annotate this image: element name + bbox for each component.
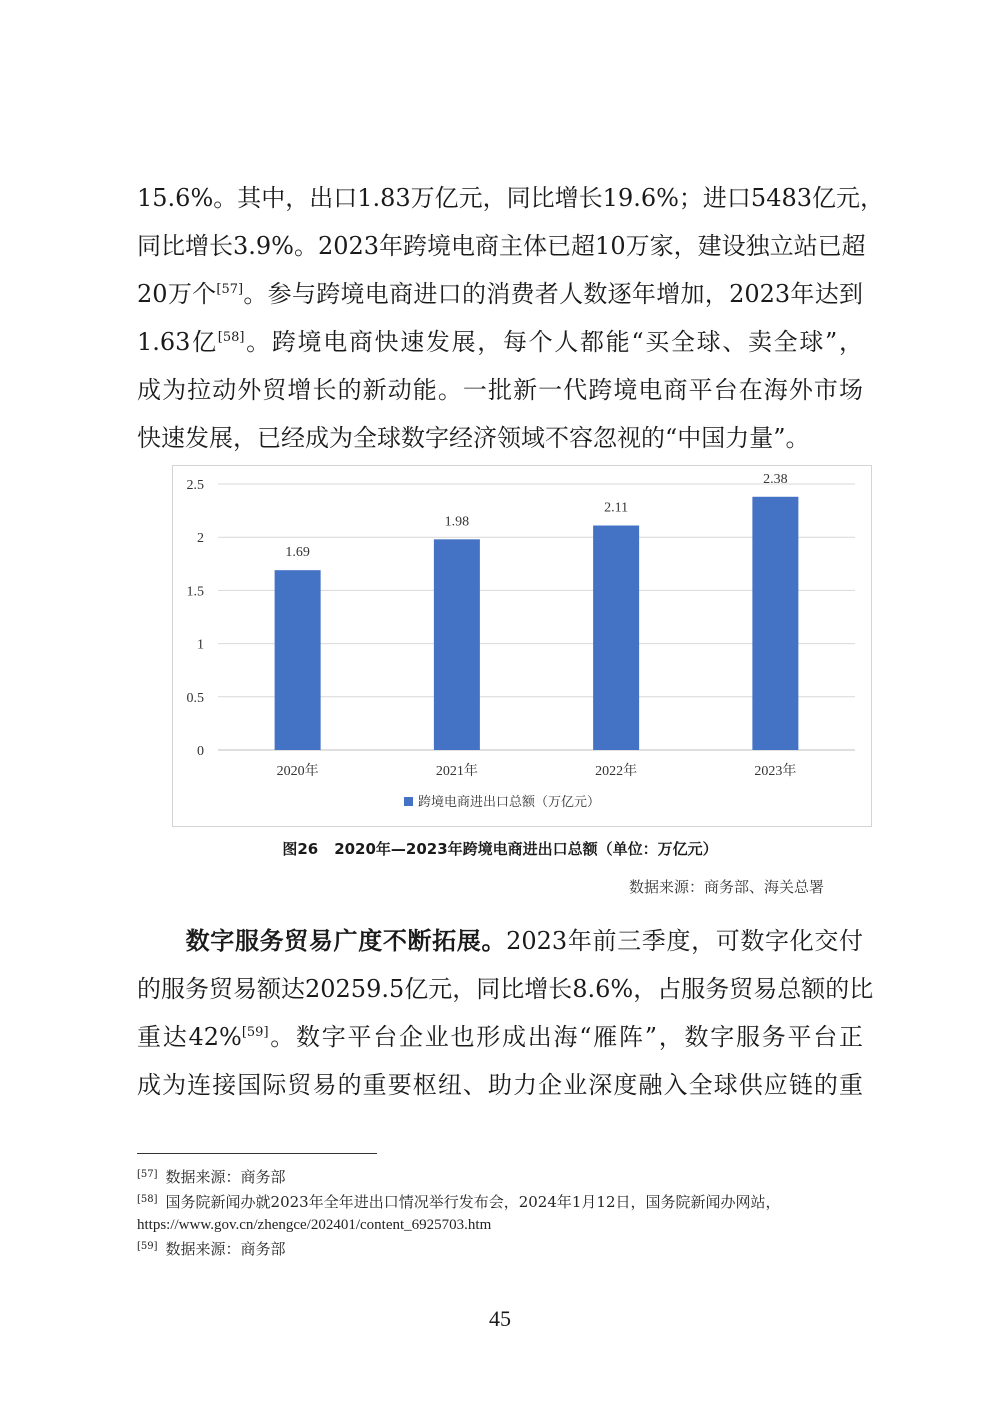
figure-title: 2020年—2023年跨境电商进出口总额（单位：万亿元） — [334, 840, 718, 858]
paragraph-line: 成为连接国际贸易的重要枢纽、助力企业深度融入全球供应链的重 — [137, 1071, 863, 1099]
paragraph-line — [137, 917, 863, 965]
paragraph-line — [137, 270, 863, 318]
paragraph-line: 15.6%。其中，出口1.83万亿元，同比增长19.6%；进口5483亿元， — [137, 184, 884, 212]
footnote-number: [59] — [137, 1241, 158, 1252]
figure-number: 图26 — [282, 840, 319, 858]
data-label: 1.69 — [285, 545, 310, 561]
footnote-text: 数据来源：商务部 — [165, 1240, 286, 1258]
y-tick-label: 1 — [197, 637, 204, 653]
footnote-text: 数据来源：商务部 — [165, 1168, 286, 1186]
footnote-ref-59[interactable]: [59] — [241, 1025, 269, 1040]
text-fragment: 2023年前三季度，可数字化交付 — [506, 927, 864, 955]
x-tick-label: 2020年 — [276, 764, 319, 779]
bold-lead: 数字服务贸易广度不断拓展。 — [185, 927, 507, 955]
text-fragment: 1.63亿 — [137, 328, 218, 356]
footnote-58 — [137, 1191, 781, 1213]
footnote-57 — [137, 1166, 286, 1188]
paragraph-line — [137, 1013, 863, 1061]
y-tick-label: 2 — [197, 531, 204, 547]
bar — [752, 497, 798, 750]
footnote-divider — [137, 1153, 377, 1154]
footnote-text: 国务院新闻办就2023年全年进出口情况举行发布会，2024年1月12日，国务院新闻办网站， — [165, 1193, 781, 1211]
x-tick-label: 2021年 — [435, 764, 478, 779]
footnote-ref-58[interactable]: [58] — [217, 330, 245, 345]
text-fragment: 重达42% — [137, 1023, 242, 1051]
data-source-note: 数据来源：商务部、海关总署 — [628, 878, 824, 896]
paragraph-line — [137, 318, 863, 366]
data-label: 1.98 — [444, 514, 470, 530]
paragraph-line: 的服务贸易额达20259.5亿元，同比增长8.6%，占服务贸易总额的比 — [137, 975, 874, 1003]
text-fragment: 。跨境电商快速发展，每个人都能“买全球、卖全球”， — [244, 328, 863, 356]
text-fragment: 。数字平台企业也形成出海“雁阵”，数字服务平台正 — [268, 1023, 863, 1051]
paragraph-line: 成为拉动外贸增长的新动能。一批新一代跨境电商平台在海外市场 — [137, 376, 863, 404]
y-tick-label: 0.5 — [186, 690, 204, 706]
y-tick-label: 2.5 — [186, 478, 204, 493]
text-fragment: 20万个 — [137, 280, 217, 308]
data-label: 2.38 — [763, 471, 788, 487]
y-tick-label: 1.5 — [186, 584, 204, 600]
bar — [593, 525, 639, 750]
y-tick-label: 0 — [197, 744, 204, 759]
footnote-59 — [137, 1238, 286, 1260]
bar — [275, 570, 321, 750]
footnote-number: [57] — [137, 1169, 158, 1180]
paragraph-line: 同比增长3.9%。2023年跨境电商主体已超10万家，建设独立站已超 — [137, 232, 866, 260]
x-tick-label: 2022年 — [595, 764, 638, 779]
x-tick-label: 2023年 — [754, 764, 797, 779]
bar — [434, 539, 480, 750]
page-number: 45 — [489, 1306, 511, 1331]
footnote-ref-57[interactable]: [57] — [216, 282, 244, 297]
figure-caption — [0, 838, 1000, 859]
bar-chart — [172, 465, 872, 827]
data-label: 2.11 — [604, 500, 629, 516]
text-fragment: 。参与跨境电商进口的消费者人数逐年增加，2023年达到 — [243, 280, 864, 308]
legend-swatch — [404, 797, 413, 806]
footnote-number: [58] — [137, 1194, 158, 1205]
legend-label: 跨境电商进出口总额（万亿元） — [418, 795, 601, 810]
paragraph-line: 快速发展，已经成为全球数字经济领域不容忽视的“中国力量”。 — [137, 424, 810, 452]
footnote-58-url[interactable]: https://www.gov.cn/zhengce/202401/content_6925703.htm — [137, 1217, 492, 1233]
chart-canvas — [173, 466, 873, 828]
